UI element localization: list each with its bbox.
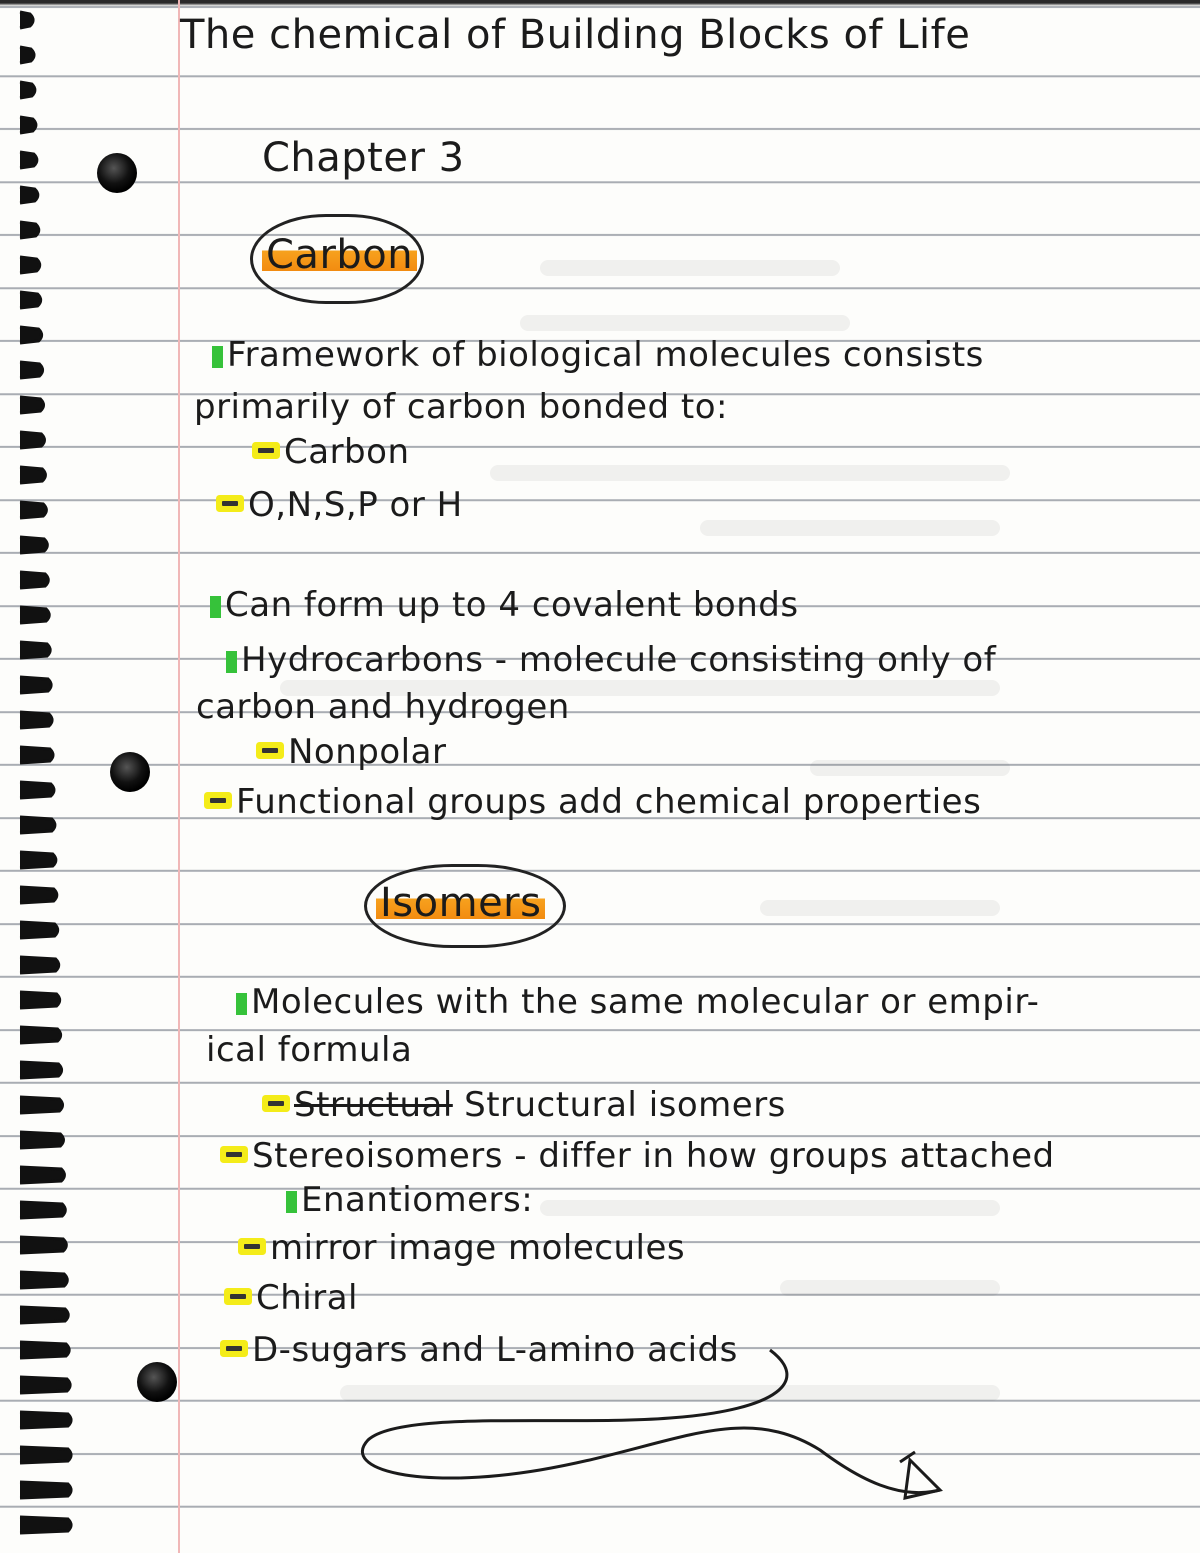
- spiral-coil-loop: [20, 1377, 70, 1393]
- isomers-definition-line-1: [236, 982, 1039, 1022]
- enantiomers-item: [286, 1180, 533, 1220]
- spiral-coil-loop: [20, 82, 35, 98]
- isomers-heading-text: Isomers: [376, 880, 545, 926]
- spiral-coil-loop: [20, 782, 54, 798]
- spiral-coil-loop: [20, 887, 57, 903]
- spiral-coil-loop: [20, 957, 59, 973]
- margin-line: [178, 0, 180, 1553]
- yellow-dash-marker: [262, 748, 278, 753]
- spiral-coil-loop: [20, 572, 48, 588]
- chapter-heading: Chapter 3: [262, 135, 465, 181]
- carbon-framework-line-1: [212, 335, 984, 375]
- functional-groups-item: [210, 782, 981, 822]
- spiral-coil-loop: [20, 397, 43, 413]
- carbon-framework-line-2: primarily of carbon bonded to:: [194, 387, 728, 427]
- carbon-framework-text-1: Framework of biological molecules consists: [227, 335, 984, 375]
- spiral-binding: [0, 0, 80, 1553]
- covalent-bonds-text: Can form up to 4 covalent bonds: [225, 585, 799, 625]
- structural-isomers-text: Structural isomers: [464, 1085, 786, 1125]
- spiral-coil-loop: [20, 992, 60, 1008]
- spiral-coil-loop: [20, 852, 56, 868]
- spiral-coil-loop: [20, 1342, 69, 1358]
- spiral-coil-loop: [20, 327, 42, 343]
- spiral-coil-loop: [20, 1027, 61, 1043]
- yellow-dash-marker: [230, 1294, 246, 1299]
- spiral-coil-loop: [20, 152, 37, 168]
- spiral-coil-loop: [20, 1482, 71, 1498]
- spiral-coil-loop: [20, 537, 47, 553]
- green-bullet-marker: [236, 993, 247, 1015]
- spiral-coil-loop: [20, 1202, 65, 1218]
- green-bullet-marker: [286, 1191, 297, 1213]
- spiral-coil-loop: [20, 817, 55, 833]
- isomers-definition-text-1: Molecules with the same molecular or empir-: [251, 982, 1040, 1022]
- mirror-image-text: mirror image molecules: [270, 1228, 686, 1268]
- spiral-coil-loop: [20, 47, 34, 63]
- isomers-heading: [376, 880, 545, 926]
- yellow-dash-marker: [244, 1244, 260, 1249]
- chiral-item: [230, 1278, 358, 1318]
- spiral-coil-loop: [20, 117, 36, 133]
- spiral-coil-loop: [20, 222, 39, 238]
- page-title: The chemical of Building Blocks of Life: [180, 12, 971, 58]
- spiral-coil-loop: [20, 292, 41, 308]
- spiral-coil-loop: [20, 1062, 62, 1078]
- nonpolar-text: Nonpolar: [288, 732, 447, 772]
- mirror-image-item: [244, 1228, 685, 1268]
- covalent-bonds-item: [210, 585, 799, 625]
- chiral-text: Chiral: [256, 1278, 358, 1318]
- yellow-dash-marker: [226, 1346, 242, 1351]
- spiral-coil-loop: [20, 432, 44, 448]
- stereoisomers-text: Stereoisomers - differ in how groups attached: [252, 1136, 1055, 1176]
- carbon-heading: [262, 232, 417, 278]
- spiral-coil-loop: [20, 922, 58, 938]
- yellow-dash-marker: [226, 1152, 242, 1157]
- spiral-coil-loop: [20, 747, 53, 763]
- spiral-coil-loop: [20, 1132, 63, 1148]
- spiral-coil-loop: [20, 502, 46, 518]
- struck-out-word: Structual: [294, 1085, 453, 1125]
- carbon-heading-text: Carbon: [262, 232, 417, 278]
- spiral-coil-loop: [20, 257, 40, 273]
- spiral-coil-loop: [20, 712, 52, 728]
- sugars-text: D-sugars and L-amino acids: [252, 1330, 738, 1370]
- spiral-coil-loop: [20, 642, 50, 658]
- green-bullet-marker: [212, 346, 223, 368]
- yellow-dash-marker: [210, 798, 226, 803]
- yellow-dash-marker: [258, 448, 274, 453]
- spiral-coil-loop: [20, 1097, 62, 1113]
- spiral-coil-loop: [20, 1447, 71, 1463]
- decorative-squiggle: [340, 1340, 980, 1510]
- spiral-coil-loop: [20, 607, 49, 623]
- spiral-coil-loop: [20, 362, 43, 378]
- bond-elements-text: O,N,S,P or H: [248, 485, 463, 525]
- punch-hole-top: [97, 153, 137, 193]
- spiral-coil-loop: [20, 467, 45, 483]
- bond-elements-item: [222, 485, 463, 525]
- spiral-coil-loop: [20, 1517, 71, 1533]
- nonpolar-item: [262, 732, 446, 772]
- structural-isomers-item: [268, 1085, 786, 1125]
- bond-carbon-item: [258, 432, 410, 472]
- spiral-coil-loop: [20, 1272, 67, 1288]
- page-top-edge: [0, 0, 1200, 6]
- spiral-coil-loop: [20, 1307, 68, 1323]
- stereoisomers-item: [226, 1136, 1055, 1176]
- punch-hole-bottom: [137, 1362, 177, 1402]
- hydrocarbons-text-1: Hydrocarbons - molecule consisting only of: [241, 640, 997, 680]
- yellow-dash-marker: [268, 1101, 284, 1106]
- spiral-coil-loop: [20, 1412, 71, 1428]
- spiral-coil-loop: [20, 1167, 64, 1183]
- enantiomers-text: Enantiomers:: [301, 1180, 534, 1220]
- green-bullet-marker: [226, 651, 237, 673]
- punch-hole-middle: [110, 752, 150, 792]
- hydrocarbons-line-1: [226, 640, 996, 680]
- bond-carbon-text: Carbon: [284, 432, 410, 472]
- spiral-coil-loop: [20, 12, 33, 28]
- yellow-dash-marker: [222, 501, 238, 506]
- functional-groups-text: Functional groups add chemical properties: [236, 782, 982, 822]
- spiral-coil-loop: [20, 1237, 66, 1253]
- hydrocarbons-line-2: carbon and hydrogen: [196, 687, 570, 727]
- isomers-definition-line-2: ical formula: [206, 1030, 413, 1070]
- spiral-coil-loop: [20, 187, 38, 203]
- green-bullet-marker: [210, 596, 221, 618]
- spiral-coil-loop: [20, 677, 51, 693]
